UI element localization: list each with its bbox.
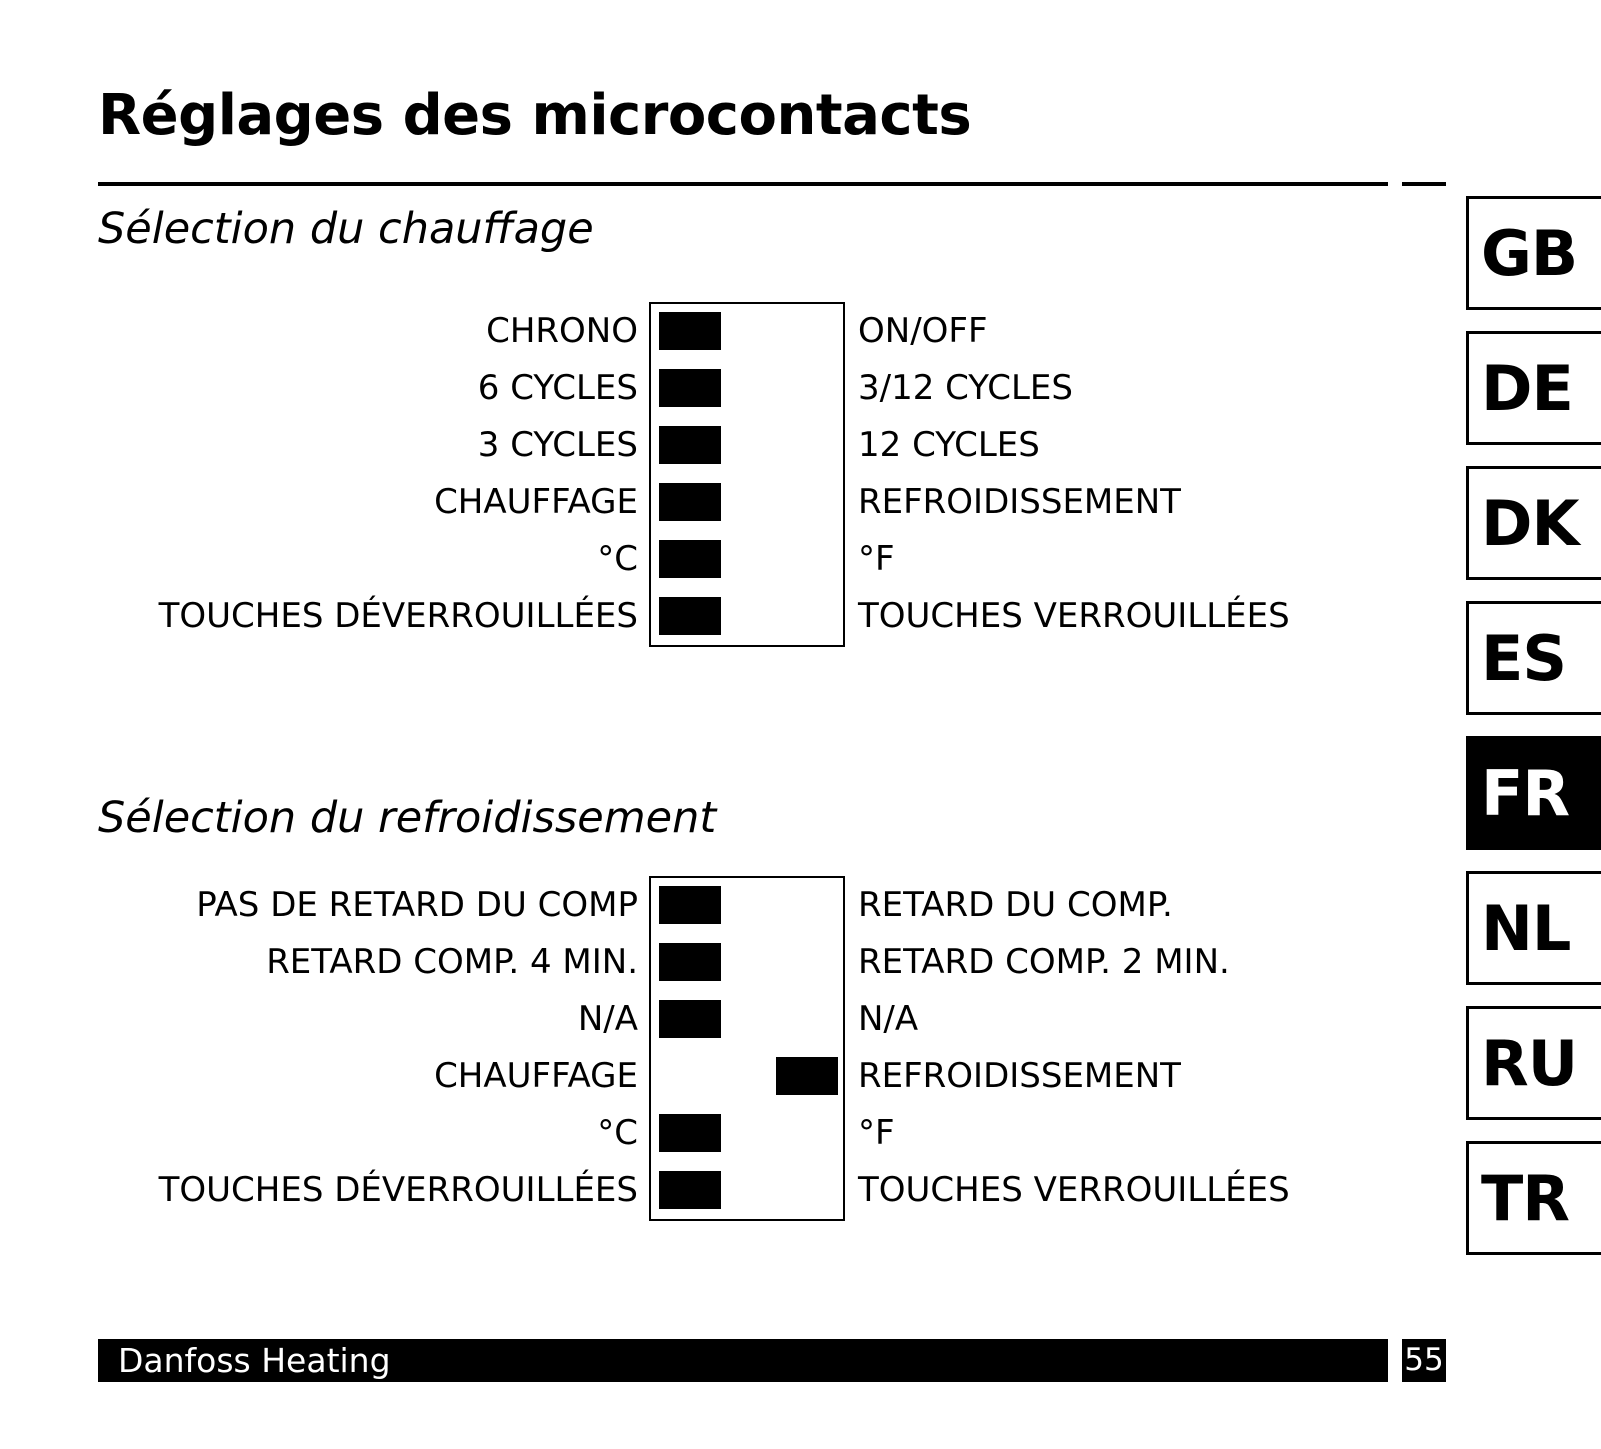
switch-knob[interactable] (659, 1000, 721, 1038)
heating-subtitle: Sélection du chauffage (98, 204, 594, 254)
switch-left-label: RETARD COMP. 4 MIN. (266, 942, 638, 982)
switch-right-label: ON/OFF (858, 311, 988, 351)
switch-left-label: PAS DE RETARD DU COMP (196, 885, 638, 925)
switch-knob[interactable] (659, 312, 721, 350)
switch-right-label: RETARD COMP. 2 MIN. (858, 942, 1230, 982)
language-tab-de[interactable]: DE (1466, 331, 1601, 445)
switch-knob[interactable] (659, 426, 721, 464)
footer-brand: Danfoss Heating (98, 1339, 1388, 1382)
page-title: Réglages des microcontacts (98, 83, 972, 148)
heating-switch-row (0, 473, 1420, 531)
cooling-switch-row (0, 1047, 1420, 1105)
heating-switch-row (0, 587, 1420, 645)
language-tab-dk[interactable]: DK (1466, 466, 1601, 580)
cooling-switch-row (0, 1161, 1420, 1219)
heating-switch-row (0, 302, 1420, 360)
switch-knob[interactable] (659, 886, 721, 924)
switch-right-label: REFROIDISSEMENT (858, 482, 1181, 522)
language-tab-ru[interactable]: RU (1466, 1006, 1601, 1120)
switch-left-label: °C (597, 1113, 638, 1153)
language-tab-nl[interactable]: NL (1466, 871, 1601, 985)
language-tab-fr[interactable]: FR (1466, 736, 1601, 850)
page-number: 55 (1402, 1339, 1446, 1382)
switch-right-label: REFROIDISSEMENT (858, 1056, 1181, 1096)
switch-left-label: 6 CYCLES (477, 368, 638, 408)
switch-knob[interactable] (659, 597, 721, 635)
cooling-subtitle: Sélection du refroidissement (98, 793, 717, 843)
language-tab-tr[interactable]: TR (1466, 1141, 1601, 1255)
switch-left-label: CHAUFFAGE (434, 1056, 638, 1096)
switch-right-label: TOUCHES VERROUILLÉES (858, 1170, 1290, 1210)
switch-knob[interactable] (659, 540, 721, 578)
switch-knob[interactable] (659, 943, 721, 981)
switch-right-label: TOUCHES VERROUILLÉES (858, 596, 1290, 636)
switch-knob[interactable] (659, 369, 721, 407)
title-rule-short (1402, 182, 1446, 186)
cooling-switch-row (0, 876, 1420, 934)
switch-knob[interactable] (776, 1057, 838, 1095)
switch-right-label: 12 CYCLES (858, 425, 1040, 465)
heating-switch-row (0, 359, 1420, 417)
switch-knob[interactable] (659, 483, 721, 521)
title-rule (98, 182, 1388, 186)
switch-right-label: N/A (858, 999, 919, 1039)
switch-right-label: °F (858, 539, 895, 579)
switch-left-label: CHRONO (486, 311, 638, 351)
switch-knob[interactable] (659, 1114, 721, 1152)
cooling-switch-row (0, 990, 1420, 1048)
switch-left-label: TOUCHES DÉVERROUILLÉES (158, 596, 638, 636)
heating-switch-row (0, 416, 1420, 474)
switch-left-label: °C (597, 539, 638, 579)
switch-right-label: 3/12 CYCLES (858, 368, 1073, 408)
cooling-switch-row (0, 1104, 1420, 1162)
switch-left-label: N/A (577, 999, 638, 1039)
switch-left-label: 3 CYCLES (477, 425, 638, 465)
switch-knob[interactable] (659, 1171, 721, 1209)
switch-left-label: CHAUFFAGE (434, 482, 638, 522)
switch-right-label: RETARD DU COMP. (858, 885, 1173, 925)
switch-right-label: °F (858, 1113, 895, 1153)
switch-left-label: TOUCHES DÉVERROUILLÉES (158, 1170, 638, 1210)
cooling-switch-row (0, 933, 1420, 991)
language-tab-gb[interactable]: GB (1466, 196, 1601, 310)
language-tab-es[interactable]: ES (1466, 601, 1601, 715)
heating-switch-row (0, 530, 1420, 588)
